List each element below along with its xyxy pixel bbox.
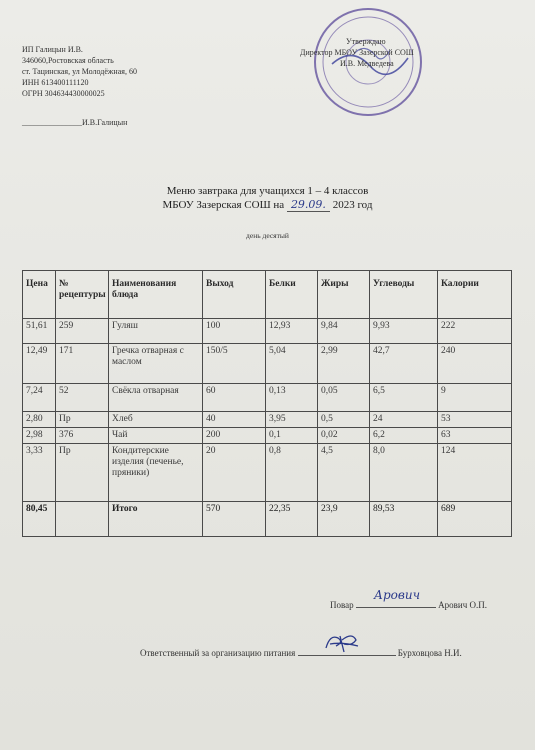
table-cell: 9,84: [318, 319, 370, 344]
total-cell: 689: [438, 502, 512, 537]
header-cell: Выход: [203, 271, 266, 319]
table-cell: Кондитерские изделия (печенье, пряники): [109, 444, 203, 502]
issuer-line: ИНН 613400111120: [22, 78, 89, 87]
table-cell: Гуляш: [109, 319, 203, 344]
document-title: [0, 184, 535, 212]
approval-block: [300, 36, 500, 69]
table-cell: Хлеб: [109, 412, 203, 428]
cook-label: Повар: [330, 600, 354, 610]
title-school: МБОУ Зазерская СОШ на: [162, 199, 285, 211]
approval-name: И.В. Медведева: [340, 59, 394, 68]
table-cell: 376: [56, 428, 109, 444]
issuer-line: 346060,Ростовская область: [22, 56, 114, 65]
table-cell: 240: [438, 344, 512, 384]
header-cell: Жиры: [318, 271, 370, 319]
table-header-row: [23, 271, 512, 319]
table-cell: Пр: [56, 412, 109, 428]
cook-signature-field: [356, 588, 436, 608]
header-cell: Наименования блюда: [109, 271, 203, 319]
approval-position: Директор МБОУ Зазерской СОШ: [300, 48, 414, 57]
total-cell: 23,9: [318, 502, 370, 537]
table-cell: 3,33: [23, 444, 56, 502]
table-cell: 40: [203, 412, 266, 428]
table-cell: 259: [56, 319, 109, 344]
table-cell: 8,0: [370, 444, 438, 502]
table-cell: 5,04: [266, 344, 318, 384]
table-cell: 4,5: [318, 444, 370, 502]
table-cell: 51,61: [23, 319, 56, 344]
responsible-signature-field: [298, 646, 396, 656]
issuer-line: ИП Галицын И.В.: [22, 45, 83, 54]
table-cell: 6,5: [370, 384, 438, 412]
table-cell: 222: [438, 319, 512, 344]
total-cell: 22,35: [266, 502, 318, 537]
table-cell: 171: [56, 344, 109, 384]
menu-table: [22, 270, 512, 537]
header-cell: Белки: [266, 271, 318, 319]
cook-name: Арович О.П.: [438, 600, 487, 610]
table-cell: 0,1: [266, 428, 318, 444]
cook-handwritten-signature: Арович: [373, 588, 421, 602]
issuer-line: ст. Тацинская, ул Молодёжная, 60: [22, 67, 137, 76]
table-cell: Чай: [109, 428, 203, 444]
handwritten-date: 29.09.: [287, 198, 330, 212]
table-total-row: [23, 502, 512, 537]
issuer-line: ОГРН 304634430000025: [22, 89, 105, 98]
table-cell: 52: [56, 384, 109, 412]
total-cell: 570: [203, 502, 266, 537]
table-cell: 2,98: [23, 428, 56, 444]
total-cell: 89,53: [370, 502, 438, 537]
issuer-details: [22, 44, 137, 99]
table-cell: 9: [438, 384, 512, 412]
title-line-2: [0, 198, 535, 212]
responsible-handwritten-signature: [322, 630, 362, 656]
table-cell: 0,13: [266, 384, 318, 412]
header-cell: № рецептуры: [56, 271, 109, 319]
responsible-signature-line: [140, 646, 462, 658]
total-cell: Итого: [109, 502, 203, 537]
issuer-signature-line: _______________И.В.Галицын: [22, 118, 128, 127]
table-cell: Пр: [56, 444, 109, 502]
table-row: [23, 444, 512, 502]
responsible-label: Ответственный за организацию питания: [140, 648, 296, 658]
table-cell: 150/5: [203, 344, 266, 384]
table-cell: 0,5: [318, 412, 370, 428]
table-cell: 2,80: [23, 412, 56, 428]
table-cell: 9,93: [370, 319, 438, 344]
table-cell: Свёкла отварная: [109, 384, 203, 412]
table-row: [23, 384, 512, 412]
table-cell: 60: [203, 384, 266, 412]
total-cell: 80,45: [23, 502, 56, 537]
responsible-name: Бурховцова Н.И.: [397, 648, 462, 658]
day-label: день десятый: [246, 231, 289, 240]
table-cell: 2,99: [318, 344, 370, 384]
header-cell: Углеводы: [370, 271, 438, 319]
table-cell: 0,05: [318, 384, 370, 412]
table-cell: 6,2: [370, 428, 438, 444]
cook-signature-line: [330, 588, 487, 610]
title-line-1: Меню завтрака для учащихся 1 – 4 классов: [166, 185, 369, 197]
title-year: 2023 год: [332, 199, 373, 211]
table-cell: 63: [438, 428, 512, 444]
table-cell: 7,24: [23, 384, 56, 412]
table-cell: 100: [203, 319, 266, 344]
total-cell: [56, 502, 109, 537]
table-cell: 24: [370, 412, 438, 428]
table-cell: 3,95: [266, 412, 318, 428]
table-cell: Гречка отварная с маслом: [109, 344, 203, 384]
header-cell: Цена: [23, 271, 56, 319]
approval-heading: Утверждаю: [346, 37, 386, 46]
table-cell: 20: [203, 444, 266, 502]
table-cell: 12,49: [23, 344, 56, 384]
table-row: [23, 319, 512, 344]
table-row: [23, 412, 512, 428]
table-cell: 42,7: [370, 344, 438, 384]
table-row: [23, 344, 512, 384]
table-cell: 0,02: [318, 428, 370, 444]
table-cell: 200: [203, 428, 266, 444]
table-cell: 0,8: [266, 444, 318, 502]
table-cell: 124: [438, 444, 512, 502]
table-cell: 12,93: [266, 319, 318, 344]
header-cell: Калории: [438, 271, 512, 319]
table-cell: 53: [438, 412, 512, 428]
table-row: [23, 428, 512, 444]
